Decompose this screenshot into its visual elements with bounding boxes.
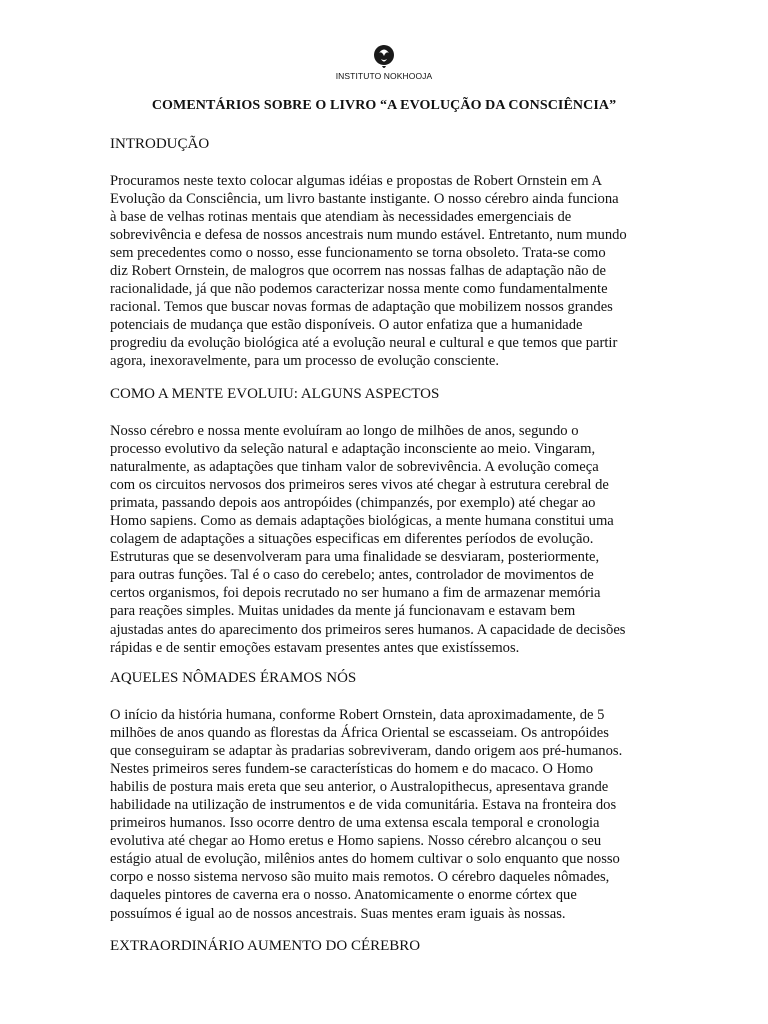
paragraph-line: estágio atual de evolução, milênios antes do homem cultivar o solo enquanto que nosso	[110, 851, 620, 868]
paragraph-line: Estruturas que se desenvolveram para uma finalidade se desviaram, posteriormente,	[110, 549, 600, 566]
paragraph-line: ajustadas antes do aparecimento dos primeiros seres humanos. A capacidade de decisões	[110, 621, 626, 638]
paragraph-line: primeiros humanos. Isso ocorre dentro de uma extensa escala temporal e cronologia	[110, 815, 600, 832]
paragraph-line: à base de velhas rotinas mentais que atendiam às necessidades emergenciais de	[110, 209, 572, 226]
paragraph-line: potenciais de mudança que estão disponíveis. O autor enfatiza que a humanidade	[110, 317, 583, 334]
section-heading-aumento-cerebro: EXTRAORDINÁRIO AUMENTO DO CÉREBRO	[110, 938, 421, 954]
paragraph-line: racionalidade, já que não podemos caracterizar nossa mente como fundamentalmente	[110, 281, 608, 298]
paragraph-line: colagem de adaptações a situações especificas em diferentes períodos de evolução.	[110, 531, 594, 548]
paragraph-line: agora, inexoravelmente, para um processo de evolução consciente.	[110, 353, 500, 370]
section-paragraph-introducao	[110, 172, 670, 371]
paragraph-line: Nestes primeiros seres fundem-se características do homem e do macaco. O Homo	[110, 761, 594, 778]
nokhooja-logo-icon	[371, 44, 397, 70]
paragraph-line: certos organismos, foi depois recrutado no ser humano a fim de armazenar memória	[110, 585, 601, 602]
paragraph-line: Homo sapiens. Como as demais adaptações biológicas, a mente humana constitui uma	[110, 513, 614, 530]
section-heading-nomades: AQUELES NÔMADES ÉRAMOS NÓS	[110, 670, 357, 686]
paragraph-line: para outras funções. Tal é o caso do cerebelo; antes, controlador de movimentos de	[110, 567, 594, 584]
paragraph-line: Procuramos neste texto colocar algumas idéias e propostas de Robert Ornstein em A	[110, 173, 603, 189]
section-heading-introducao: INTRODUÇÃO	[110, 136, 210, 152]
paragraph-line: para reações simples. Muitas unidades da mente já funcionavam e estavam bem	[110, 603, 576, 620]
paragraph-line: milhões de anos quando as florestas da África Oriental se escasseiam. Os antropóides	[110, 725, 609, 742]
paragraph-line: evolutiva até chegar ao Homo eretus e Homo sapiens. Nosso cérebro alcançou o seu	[110, 833, 602, 850]
document-title: COMENTÁRIOS SOBRE O LIVRO “A EVOLUÇÃO DA CONSCIÊNCIA”	[151, 98, 617, 113]
paragraph-line: possuímos é igual ao de nossos ancestrais. Suas mentes eram iguais às nossas.	[110, 905, 566, 922]
paragraph-line: Evolução da Consciência, um livro bastante instigante. O nosso cérebro ainda funciona	[110, 191, 619, 208]
paragraph-line: daqueles pintores de caverna era o nosso. Anatomicamente o enorme córtex que	[110, 887, 577, 904]
paragraph-line: sobrevivência e defesa de nossos ancestrais num mundo estável. Entretanto, num mundo	[110, 227, 627, 244]
paragraph-line: processo evolutivo da seleção natural e adaptação inconsciente ao meio. Vingaram,	[110, 441, 596, 458]
paragraph-line: habilis de postura mais ereta que seu anterior, o Australopithecus, apresentava grande	[110, 779, 609, 796]
paragraph-line: primata, passando depois aos antropóides (chimpanzés, por exemplo) até chegar ao	[110, 495, 596, 512]
paragraph-line: sem precedentes como o nosso, esse funcionamento se torna obsoleto. Trata-se como	[110, 245, 606, 262]
paragraph-line: Nosso cérebro e nossa mente evoluíram ao longo de milhões de anos, segundo o	[110, 423, 579, 439]
paragraph-line: O início da história humana, conforme Robert Ornstein, data aproximadamente, de 5	[110, 707, 605, 723]
paragraph-line: com os circuitos nervosos dos primeiros seres vivos até chegar à estrutura cerebral de	[110, 477, 609, 494]
paragraph-line: progrediu da evolução biológica até a evolução neural e cultural e que temos que partir	[110, 335, 618, 352]
paragraph-line: naturalmente, as adaptações que tinham valor de sobrevivência. A evolução começa	[110, 459, 599, 476]
section-paragraph-como-a-mente	[110, 422, 670, 657]
paragraph-line: diz Robert Ornstein, de malogros que ocorrem nas nossas falhas de adaptação não de	[110, 263, 607, 280]
paragraph-line: racional. Temos que buscar novas formas de adaptação que mobilizem nossos grandes	[110, 299, 613, 316]
paragraph-line: habilidade na utilização de instrumentos e de vida comunitária. Estava na fronteira dos	[110, 797, 617, 814]
section-heading-como-a-mente: COMO A MENTE EVOLUIU: ALGUNS ASPECTOS	[110, 386, 440, 402]
paragraph-line: corpo e nosso sistema nervoso são muito mais remotos. O cérebro daqueles nômades,	[110, 869, 610, 886]
paragraph-line: rápidas e de sentir emoções estavam presentes antes que existíssemos.	[110, 639, 520, 656]
paragraph-line: que conseguiram se adaptar às pradarias sobreviveram, dando origem aos pré-humanos.	[110, 743, 623, 760]
section-paragraph-nomades	[110, 706, 670, 923]
institute-name: INSTITUTO NOKHOOJA	[335, 71, 433, 81]
